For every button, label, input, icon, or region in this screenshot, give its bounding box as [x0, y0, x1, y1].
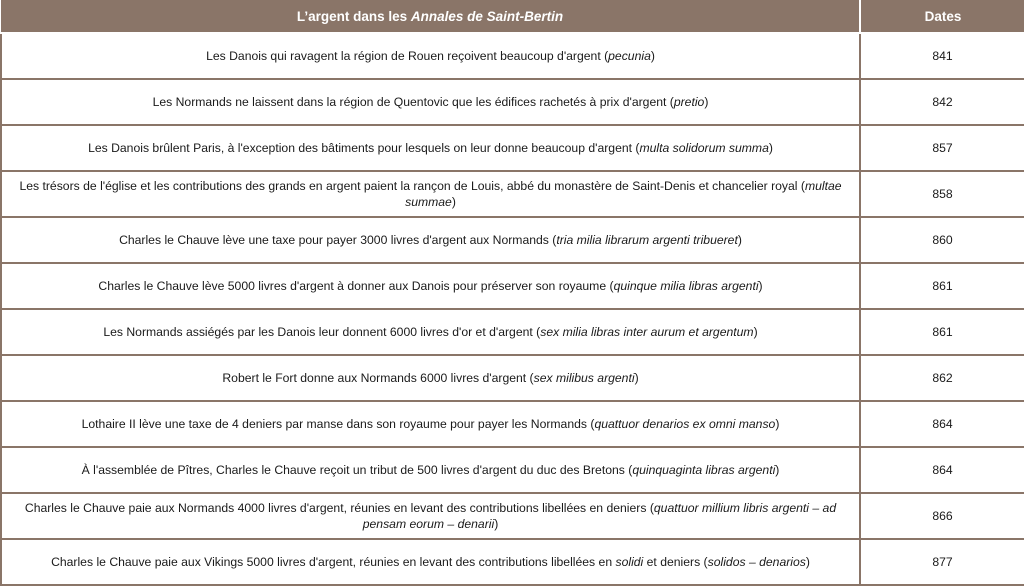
table-row	[1, 447, 1024, 493]
table-row	[1, 539, 1024, 585]
table-row	[1, 493, 1024, 539]
row-description: Les Danois qui ravagent la région de Rouen reçoivent beaucoup d'argent (pecunia)	[1, 33, 860, 79]
table-row	[1, 263, 1024, 309]
row-description: Charles le Chauve lève une taxe pour payer 3000 livres d'argent aux Normands (tria milia librarum argenti tribueret)	[1, 217, 860, 263]
table-row	[1, 79, 1024, 125]
row-date: 842	[860, 79, 1024, 125]
table-row	[1, 309, 1024, 355]
row-description: Charles le Chauve paie aux Vikings 5000 livres d'argent, réunies en levant des contributions libellées en solidi et deniers (solidos – denarios)	[1, 539, 860, 585]
row-description: Les Danois brûlent Paris, à l'exception des bâtiments pour lesquels on leur donne beaucoup d'argent (multa solidorum summa)	[1, 125, 860, 171]
row-description: Charles le Chauve lève 5000 livres d'argent à donner aux Danois pour préserver son royaume (quinque milia libras argenti)	[1, 263, 860, 309]
row-date: 866	[860, 493, 1024, 539]
header-row	[1, 0, 1024, 33]
header-title: L’argent dans les Annales de Saint-Bertin	[1, 0, 860, 33]
row-date: 858	[860, 171, 1024, 217]
row-description: Robert le Fort donne aux Normands 6000 livres d'argent (sex milibus argenti)	[1, 355, 860, 401]
row-date: 861	[860, 263, 1024, 309]
table-row	[1, 217, 1024, 263]
row-description: Les Normands ne laissent dans la région de Quentovic que les édifices rachetés à prix d'argent (pretio)	[1, 79, 860, 125]
row-date: 864	[860, 401, 1024, 447]
row-description: Les Normands assiégés par les Danois leur donnent 6000 livres d'or et d'argent (sex milia libras inter aurum et argentum)	[1, 309, 860, 355]
row-description: Lothaire II lève une taxe de 4 deniers par manse dans son royaume pour payer les Normands (quattuor denarios ex omni manso)	[1, 401, 860, 447]
row-date: 841	[860, 33, 1024, 79]
row-date: 860	[860, 217, 1024, 263]
row-date: 857	[860, 125, 1024, 171]
table-row	[1, 125, 1024, 171]
row-date: 862	[860, 355, 1024, 401]
table-row	[1, 401, 1024, 447]
table-row	[1, 171, 1024, 217]
table-row	[1, 355, 1024, 401]
header-dates: Dates	[860, 0, 1024, 33]
row-date: 864	[860, 447, 1024, 493]
table-row	[1, 33, 1024, 79]
row-description: À l'assemblée de Pîtres, Charles le Chauve reçoit un tribut de 500 livres d'argent du duc des Bretons (quinquaginta libras argenti)	[1, 447, 860, 493]
row-date: 877	[860, 539, 1024, 585]
row-description: Charles le Chauve paie aux Normands 4000 livres d'argent, réunies en levant des contributions libellées en deniers (quattuor millium libris argenti – ad pensam eorum – denarii)	[1, 493, 860, 539]
row-date: 861	[860, 309, 1024, 355]
row-description: Les trésors de l'église et les contributions des grands en argent paient la rançon de Louis, abbé du monastère de Saint-Denis et chancelier royal (multae summae)	[1, 171, 860, 217]
